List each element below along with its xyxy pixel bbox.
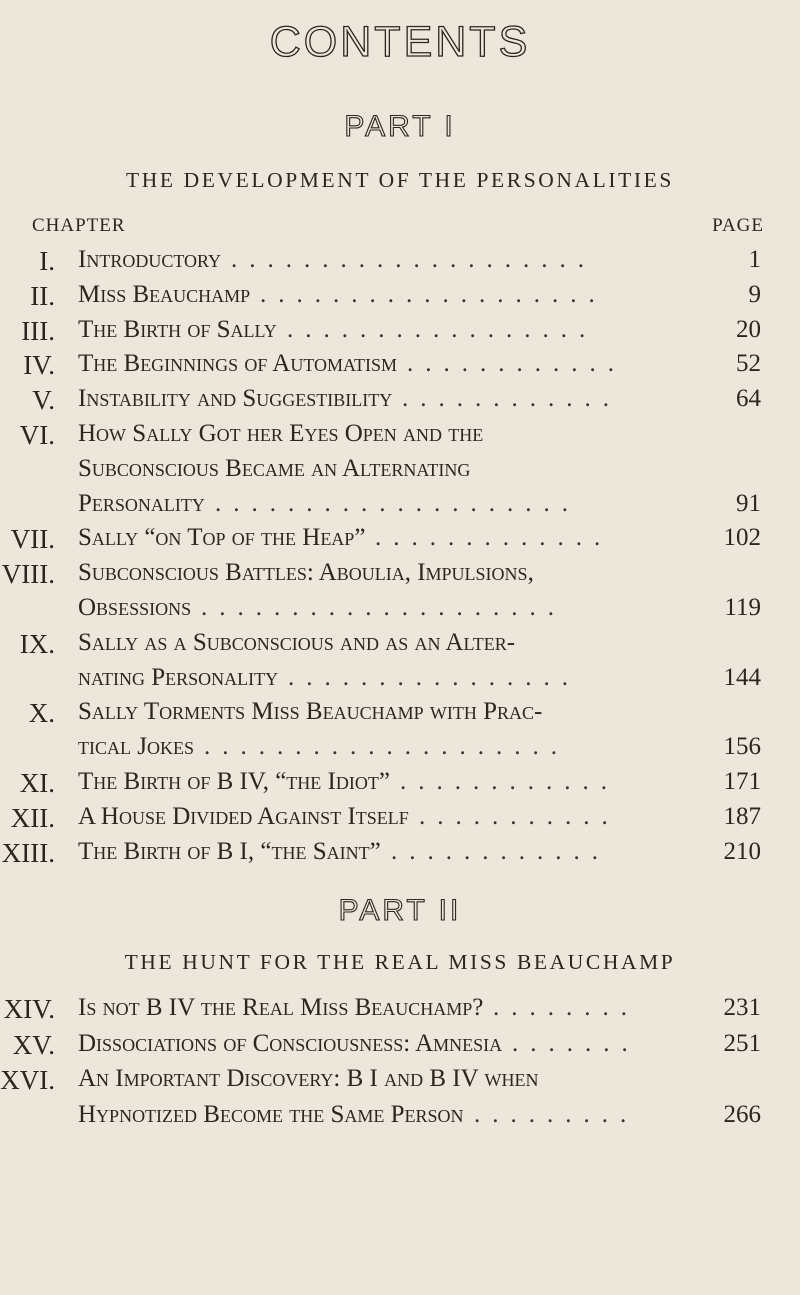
- leader-dots: .................: [287, 315, 598, 343]
- chapter-title: nating Personality: [78, 663, 279, 691]
- chapter-title: Subconscious Became an Alternating: [78, 454, 471, 482]
- chapter-number: II.: [30, 280, 55, 311]
- chapter-title: Hypnotized Become the Same Person: [78, 1100, 464, 1128]
- page-number: 266: [723, 1100, 761, 1128]
- chapter-title: Dissociations of Consciousness: Amnesia: [78, 1029, 503, 1057]
- chapter-title: Sally Torments Miss Beauchamp with Prac-: [78, 698, 543, 726]
- page-number: 156: [723, 733, 761, 761]
- chapter-title: An Important Discovery: B I and B IV when: [78, 1065, 539, 1092]
- toc-entry-line: [0, 629, 800, 663]
- chapter-title: tical Jokes: [78, 733, 194, 761]
- page-number: 20: [736, 315, 761, 343]
- chapter-title: Subconscious Battles: Aboulia, Impulsions,: [78, 559, 534, 587]
- chapter-number: III.: [21, 315, 55, 346]
- chapter-number: IV.: [23, 350, 55, 381]
- chapter-title: How Sally Got her Eyes Open and the: [78, 420, 484, 447]
- chapter-number: VI.: [19, 420, 55, 450]
- leader-dots: ............: [391, 837, 610, 865]
- toc-entry-line: [0, 1101, 800, 1135]
- leader-dots: ............: [407, 350, 626, 378]
- toc-entry-line: [0, 316, 800, 350]
- toc-entry-line: [0, 838, 800, 872]
- contents-title: CONTENTS: [269, 18, 531, 66]
- page-number: 64: [736, 385, 761, 413]
- page-number: 119: [724, 594, 761, 621]
- leader-dots: .........: [474, 1100, 639, 1128]
- toc-entry-line: [0, 246, 800, 280]
- leader-dots: ............: [402, 385, 621, 413]
- leader-dots: ................: [288, 663, 580, 691]
- toc-entry-line: [0, 350, 800, 384]
- part-2-subtitle: THE HUNT FOR THE REAL MISS BEAUCHAMP: [124, 950, 676, 974]
- page-number: 144: [723, 663, 761, 691]
- leader-dots: ....................: [201, 594, 566, 621]
- toc-entry-line: [0, 524, 800, 558]
- part-1-heading: PART I: [344, 110, 456, 143]
- chapter-number: XI.: [19, 768, 55, 798]
- leader-dots: ....................: [231, 246, 596, 273]
- toc-entry-line: [0, 733, 800, 767]
- chapter-number: I.: [39, 246, 55, 276]
- toc-entry-line: [0, 420, 800, 454]
- chapter-number: V.: [32, 385, 55, 416]
- toc-entry-line: [0, 594, 800, 628]
- chapter-title: A House Divided Against Itself: [78, 802, 409, 830]
- leader-dots: ...................: [260, 280, 607, 308]
- page-number: 1: [748, 246, 761, 273]
- chapter-title: Sally “on Top of the Heap”: [78, 524, 366, 552]
- part-2-heading: PART II: [338, 894, 462, 927]
- chapter-number: VII.: [10, 524, 55, 555]
- toc-entry-line: [0, 559, 800, 593]
- page-number: 171: [723, 768, 761, 795]
- chapter-title: The Birth of Sally: [78, 315, 277, 343]
- chapter-number: XV.: [12, 1029, 55, 1060]
- chapter-title: Instability and Suggestibility: [78, 385, 393, 413]
- chapter-column-label: CHAPTER: [32, 215, 126, 236]
- part-1-subtitle: THE DEVELOPMENT OF THE PERSONALITIES: [126, 168, 674, 192]
- leader-dots: ....................: [215, 489, 580, 517]
- chapter-number: IX.: [19, 628, 55, 659]
- toc-entry-line: [0, 994, 800, 1028]
- chapter-title: Introductory: [78, 246, 222, 273]
- toc-entry-line: [0, 281, 800, 315]
- chapter-number: XII.: [10, 802, 55, 833]
- toc-entry-line: [0, 768, 800, 802]
- toc-entry-line: [0, 803, 800, 837]
- leader-dots: .............: [375, 524, 613, 552]
- chapter-number: X.: [28, 698, 55, 729]
- chapter-title: Personality: [78, 489, 205, 517]
- toc-entry-line: [0, 385, 800, 419]
- page-number: 251: [723, 1029, 761, 1057]
- chapter-number: XIII.: [1, 837, 55, 868]
- toc-entry-line: [0, 490, 800, 524]
- chapter-title: The Birth of B IV, “the Idiot”: [78, 768, 390, 795]
- chapter-title: The Birth of B I, “the Saint”: [78, 837, 381, 865]
- toc-entry-line: [0, 698, 800, 732]
- chapter-number: XVI.: [0, 1065, 55, 1095]
- page-column-label: PAGE: [712, 215, 764, 236]
- page-number: 210: [723, 837, 761, 865]
- chapter-title: Miss Beauchamp: [78, 280, 251, 308]
- page-number: 91: [736, 489, 761, 517]
- page-number: 231: [723, 994, 761, 1021]
- chapter-number: VIII.: [1, 559, 55, 590]
- toc-entry-line: [0, 1065, 800, 1099]
- chapter-title: The Beginnings of Automatism: [78, 350, 398, 378]
- page-number: 187: [723, 802, 761, 830]
- leader-dots: ............: [400, 768, 619, 795]
- chapter-title: Obsessions: [78, 594, 192, 621]
- chapter-number: XIV.: [3, 994, 55, 1024]
- leader-dots: ........: [493, 994, 639, 1021]
- chapter-title: Is not B IV the Real Miss Beauchamp?: [78, 994, 484, 1021]
- page-number: 9: [748, 280, 761, 308]
- leader-dots: .......: [512, 1029, 640, 1057]
- toc-entry-line: [0, 1030, 800, 1064]
- page-number: 52: [736, 350, 761, 378]
- chapter-title: Sally as a Subconscious and as an Alter-: [78, 628, 516, 656]
- toc-entry-line: [0, 455, 800, 489]
- leader-dots: ....................: [204, 733, 569, 761]
- leader-dots: ...........: [419, 802, 620, 830]
- toc-entry-line: [0, 664, 800, 698]
- page-number: 102: [723, 524, 761, 552]
